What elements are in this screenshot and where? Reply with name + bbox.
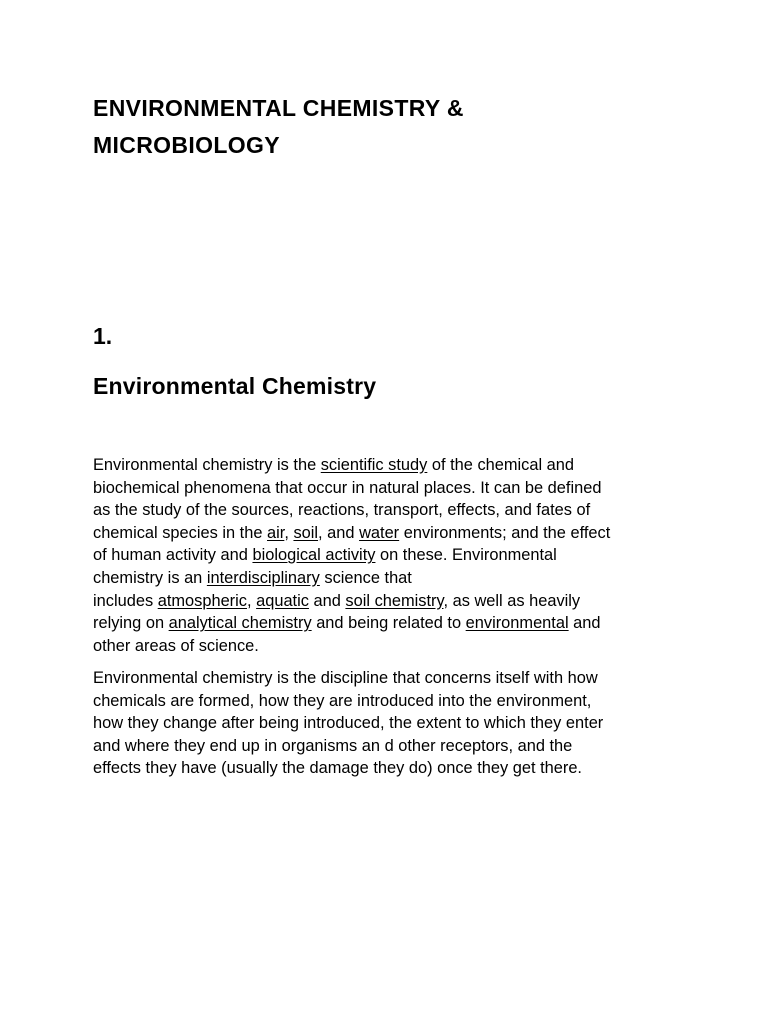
paragraph-line: effects they have (usually the damage they do) once they get there.	[93, 759, 582, 778]
text-run: of human activity and	[93, 546, 253, 565]
text-run: ,	[246, 591, 257, 610]
paragraph-line	[93, 544, 610, 567]
text-run: , as well as heavily	[443, 591, 581, 610]
link-interdisciplinary[interactable]: interdisciplinary	[206, 568, 320, 587]
paragraph-line: Environmental chemistry is the discipline that concerns itself with how	[93, 669, 598, 687]
text-run: chemistry is an	[93, 568, 207, 587]
link-soil[interactable]: soil	[293, 523, 319, 542]
text-run: , and	[318, 523, 360, 542]
paragraph-line	[93, 499, 610, 522]
link-scientific-study[interactable]: scientific study	[320, 456, 428, 474]
link-atmospheric[interactable]: atmospheric	[157, 591, 247, 610]
text-run: chemical species in the	[93, 523, 268, 542]
text-run: and	[308, 591, 346, 610]
text-run: relying on	[93, 614, 169, 633]
link-aquatic[interactable]: aquatic	[256, 591, 309, 610]
text-run: as the study of the sources, reactions, transport, effects, and fates of	[93, 501, 591, 520]
paragraph-line: and where they end up in organisms an d other receptors, and the	[93, 736, 573, 755]
section-heading: Environmental Chemistry	[93, 373, 377, 399]
link-biological-activity[interactable]: biological activity	[252, 546, 376, 565]
link-water[interactable]: water	[359, 523, 400, 542]
text-run: environments; and the effect	[399, 523, 611, 542]
text-run: biochemical phenomena that occur in natural places. It can be defined	[93, 478, 602, 497]
paragraph-line	[93, 522, 610, 545]
document-title	[93, 90, 693, 164]
paragraph-line	[93, 635, 610, 658]
paragraph-line	[93, 567, 610, 590]
link-environmental[interactable]: environmental	[465, 614, 569, 633]
text-run: includes	[93, 591, 158, 610]
document-title-line: MICROBIOLOGY	[93, 132, 280, 158]
text-run: Environmental chemistry is the	[93, 456, 321, 474]
text-run: and being related to	[311, 614, 466, 633]
paragraph-line	[93, 454, 610, 477]
paragraph-definition	[93, 454, 610, 657]
paragraph-line: how they change after being introduced, the extent to which they enter	[93, 714, 604, 733]
text-run: of the chemical and	[427, 456, 575, 474]
paragraph-line	[93, 590, 610, 613]
text-run: ,	[284, 523, 294, 542]
paragraph-line: chemicals are formed, how they are introduced into the environment,	[93, 691, 592, 710]
text-run: science that	[319, 568, 412, 587]
link-analytical-chemistry[interactable]: analytical chemistry	[168, 614, 312, 633]
link-air[interactable]: air	[267, 523, 285, 542]
section-number: 1.	[93, 323, 113, 349]
text-run: on these. Environmental	[375, 546, 557, 565]
paragraph-discipline	[93, 667, 603, 780]
text-run: and	[568, 614, 601, 633]
text-run: other areas of science.	[93, 636, 259, 655]
paragraph-line	[93, 612, 610, 635]
document-title-line: ENVIRONMENTAL CHEMISTRY &	[93, 95, 464, 121]
paragraph-line	[93, 477, 610, 500]
link-soil-chemistry[interactable]: soil chemistry	[345, 591, 444, 610]
